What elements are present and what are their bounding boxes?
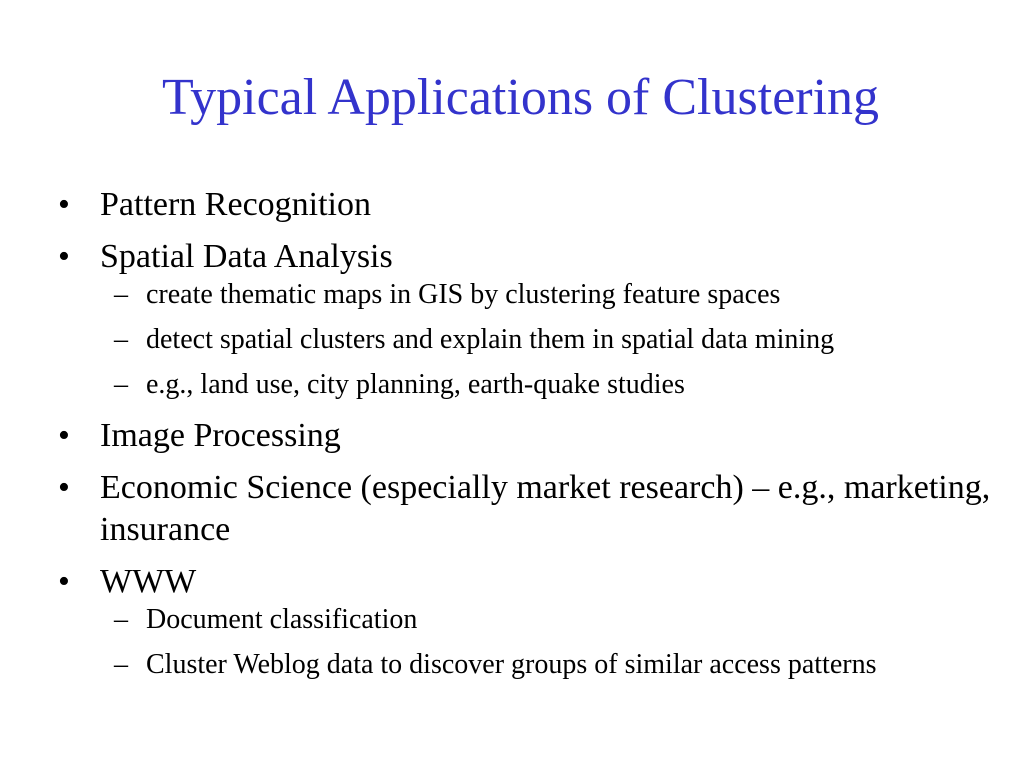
sub-bullet-text: Cluster Weblog data to discover groups of similar access patterns [146, 649, 877, 680]
dash-marker: – [114, 324, 128, 355]
sub-bullet-list [100, 605, 1006, 680]
slide-title: Typical Applications of Clustering [162, 69, 880, 126]
dash-marker: – [114, 604, 128, 635]
sub-bullet-list [100, 280, 1006, 400]
sub-bullet-text: e.g., land use, city planning, earth-quake studies [146, 369, 685, 400]
bullet-item-www [56, 561, 1006, 680]
bullet-marker: • [58, 469, 70, 506]
sub-bullet-item [100, 280, 1006, 310]
dash-marker: – [114, 369, 128, 400]
sub-bullet-text: create thematic maps in GIS by clustering feature spaces [146, 279, 781, 310]
bullet-marker: • [58, 186, 70, 223]
sub-bullet-item [100, 325, 1006, 355]
bullet-marker: • [58, 238, 70, 275]
bullet-text: Image Processing [100, 417, 341, 454]
sub-bullet-text: detect spatial clusters and explain them in spatial data mining [146, 324, 835, 355]
bullet-text: Pattern Recognition [100, 186, 372, 223]
bullet-marker: • [58, 417, 70, 454]
dash-marker: – [114, 279, 128, 310]
bullet-list [56, 184, 1006, 695]
dash-marker: – [114, 649, 128, 680]
bullet-text: WWW [100, 563, 197, 600]
sub-bullet-text: Document classification [146, 604, 418, 635]
bullet-item-economic-science [56, 467, 1006, 551]
bullet-text: Economic Science (especially market research) – e.g., marketing, insurance [100, 469, 991, 548]
sub-bullet-item [100, 605, 1006, 635]
sub-bullet-item [100, 650, 1006, 680]
bullet-item-pattern-recognition [56, 184, 1006, 226]
bullet-item-image-processing [56, 415, 1006, 457]
sub-bullet-item [100, 370, 1006, 400]
bullet-text: Spatial Data Analysis [100, 238, 393, 275]
bullet-marker: • [58, 563, 70, 600]
bullet-item-spatial-data-analysis [56, 236, 1006, 400]
